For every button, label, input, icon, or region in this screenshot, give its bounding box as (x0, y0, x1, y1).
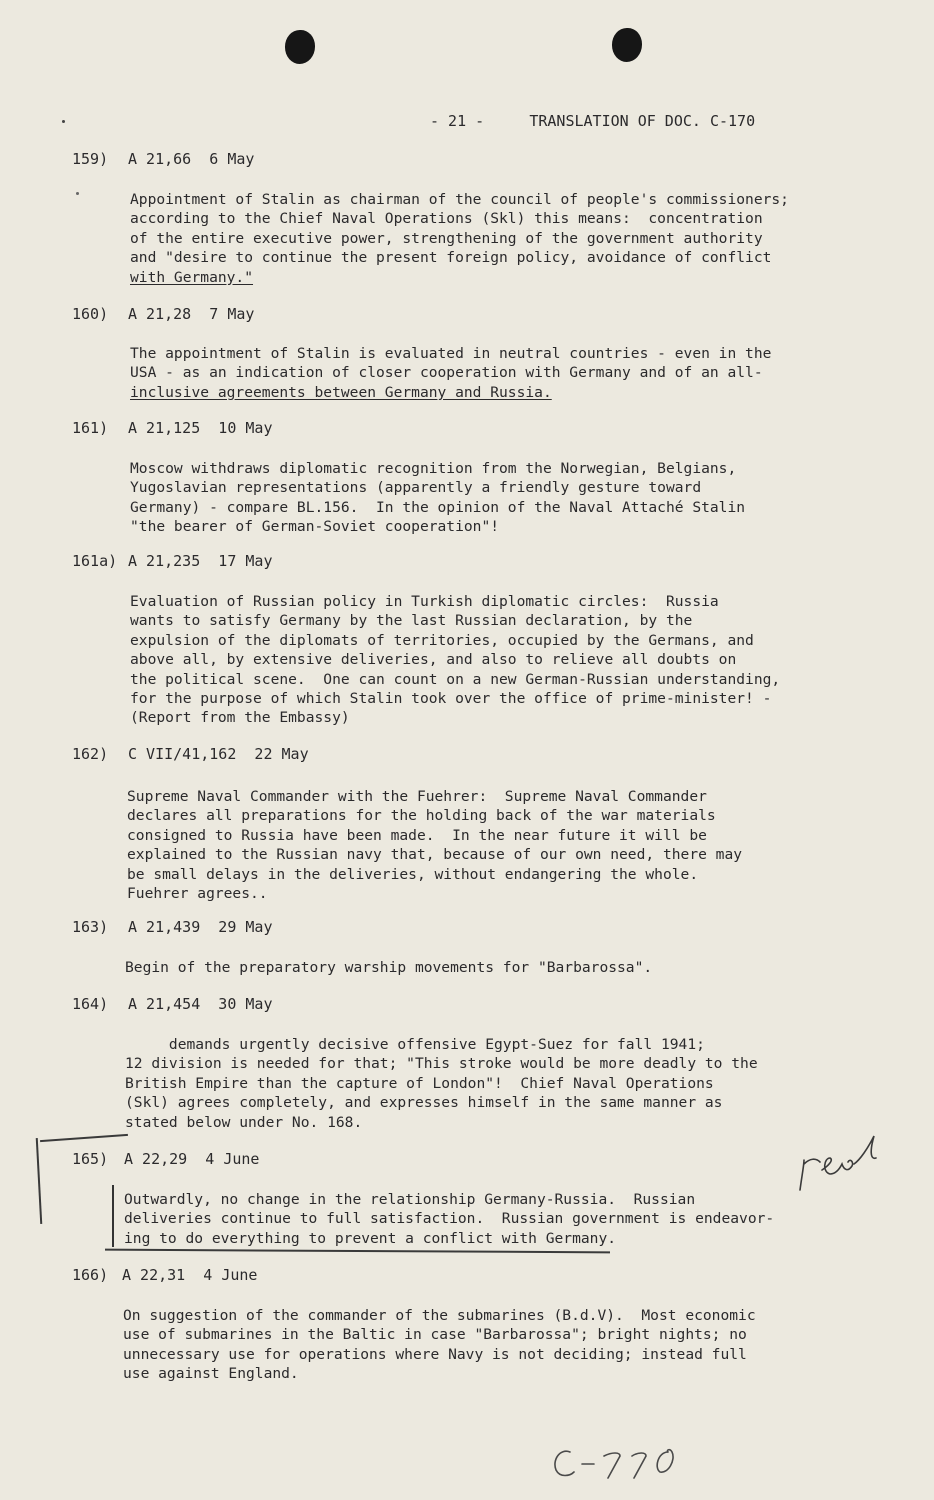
text-line: stated below under No. 168. (125, 1113, 363, 1131)
text-line: expulsion of the diplomats of territories, occupied by the Germans, and (130, 631, 754, 649)
text-line: above all, by extensive deliveries, and also to relieve all doubts on (130, 651, 737, 669)
entry-reference: A 22,29 4 June (124, 1150, 260, 1168)
entry-number: 164) (72, 995, 109, 1013)
text-line: Fuehrer agrees.. (127, 885, 268, 903)
text-line: (Report from the Embassy) (130, 709, 350, 727)
entry-text (125, 1035, 855, 1132)
entry-reference: A 21,454 30 May (128, 995, 273, 1013)
entry-text (125, 958, 855, 977)
entry-text (130, 344, 860, 402)
text-line: USA - as an indication of closer cooperation with Germany and of an all- (130, 364, 763, 382)
text-line: explained to the Russian navy that, because of our own need, there may (127, 846, 743, 864)
text-line: wants to satisfy Germany by the last Russian declaration, by the (130, 612, 693, 630)
entry-text (123, 1306, 853, 1384)
entry-reference: A 21,125 10 May (128, 419, 273, 437)
pencil-mark (36, 1138, 42, 1224)
text-line: be small delays in the deliveries, without endangering the whole. (127, 865, 699, 883)
text-line: according to the Chief Naval Operations (Skl) this means: concentration (130, 210, 763, 228)
text-line: for the purpose of which Stalin took over the office of prime-minister! - (130, 690, 772, 708)
handwritten-doc-number (548, 1438, 698, 1488)
entry-number: 165) (72, 1150, 109, 1168)
text-line: inclusive agreements between Germany and Russia. (130, 383, 552, 401)
text-line: and "desire to continue the present foreign policy, avoidance of conflict (130, 249, 772, 267)
entry-reference: C VII/41,162 22 May (128, 745, 309, 763)
entry-reference: A 22,31 4 June (122, 1266, 258, 1284)
entry-number: 166) (72, 1266, 109, 1284)
text-line: unnecessary use for operations where Navy is not deciding; instead full (123, 1345, 747, 1363)
text-line: Moscow withdraws diplomatic recognition from the Norwegian, Belgians, (130, 460, 737, 477)
entry-text (130, 190, 860, 287)
text-line: use of submarines in the Baltic in case "Barbarossa"; bright nights; no (123, 1326, 747, 1344)
text-line: use against England. (123, 1365, 299, 1383)
text-line: Yugoslavian representations (apparently a friendly gesture toward (130, 479, 702, 497)
entry-number: 159) (72, 150, 109, 168)
text-line: 12 division is needed for that; "This stroke would be more deadly to the (125, 1055, 758, 1073)
entry-reference: A 21,66 6 May (128, 150, 255, 168)
pencil-bracket (112, 1185, 114, 1247)
text-line: consigned to Russia have been made. In the near future it will be (127, 826, 707, 844)
text-line: ing to do everything to prevent a conflict with Germany. (124, 1229, 617, 1247)
entry-reference: A 21,28 7 May (128, 305, 255, 323)
text-line: British Empire than the capture of London"! Chief Naval Operations (125, 1074, 714, 1092)
entry-number: 163) (72, 918, 109, 936)
entry-number: 161) (72, 419, 109, 437)
entry-text (130, 459, 860, 537)
pencil-mark (40, 1134, 128, 1142)
text-line: of the entire executive power, strengthening of the government authority (130, 229, 763, 247)
text-line: the political scene. One can count on a new German-Russian understanding, (130, 670, 781, 688)
text-line: Evaluation of Russian policy in Turkish diplomatic circles: Russia (130, 593, 719, 610)
text-line: (Skl) agrees completely, and expresses himself in the same manner as (125, 1094, 723, 1112)
entry-number: 161a) (72, 552, 118, 570)
pencil-underline (105, 1249, 610, 1254)
text-line: The appointment of Stalin is evaluated in neutral countries - even in the (130, 345, 772, 362)
entry-text (130, 592, 860, 728)
text-line: demands urgently decisive offensive Egypt-Suez for fall 1941; (125, 1036, 705, 1053)
entry-number: 160) (72, 305, 109, 323)
text-line: Outwardly, no change in the relationship Germany-Russia. Russian (124, 1191, 696, 1208)
text-line: On suggestion of the commander of the submarines (B.d.V). Most economic (123, 1307, 756, 1324)
text-line: Appointment of Stalin as chairman of the council of people's commissioners; (130, 191, 789, 208)
text-line: Germany) - compare BL.156. In the opinion of the Naval Attaché Stalin (130, 498, 746, 516)
text-line: Supreme Naval Commander with the Fuehrer: Supreme Naval Commander (127, 788, 707, 805)
text-line: Begin of the preparatory warship movements for "Barbarossa". (125, 959, 653, 976)
text-line: with Germany." (130, 268, 254, 286)
stray-mark (62, 120, 65, 123)
text-line: deliveries continue to full satisfaction. Russian government is endeavor- (124, 1210, 775, 1228)
punch-hole (612, 28, 642, 62)
entry-text (127, 787, 857, 903)
handwritten-note (790, 1130, 890, 1200)
stray-mark (76, 192, 79, 195)
text-line: "the bearer of German-Soviet cooperation"! (130, 518, 500, 536)
entry-number: 162) (72, 745, 109, 763)
entry-text (124, 1190, 854, 1248)
page-header: - 21 - TRANSLATION OF DOC. C-170 (430, 112, 756, 130)
text-line: declares all preparations for the holding back of the war materials (127, 807, 716, 825)
punch-hole (285, 30, 315, 64)
entry-reference: A 21,235 17 May (128, 552, 273, 570)
entry-reference: A 21,439 29 May (128, 918, 273, 936)
